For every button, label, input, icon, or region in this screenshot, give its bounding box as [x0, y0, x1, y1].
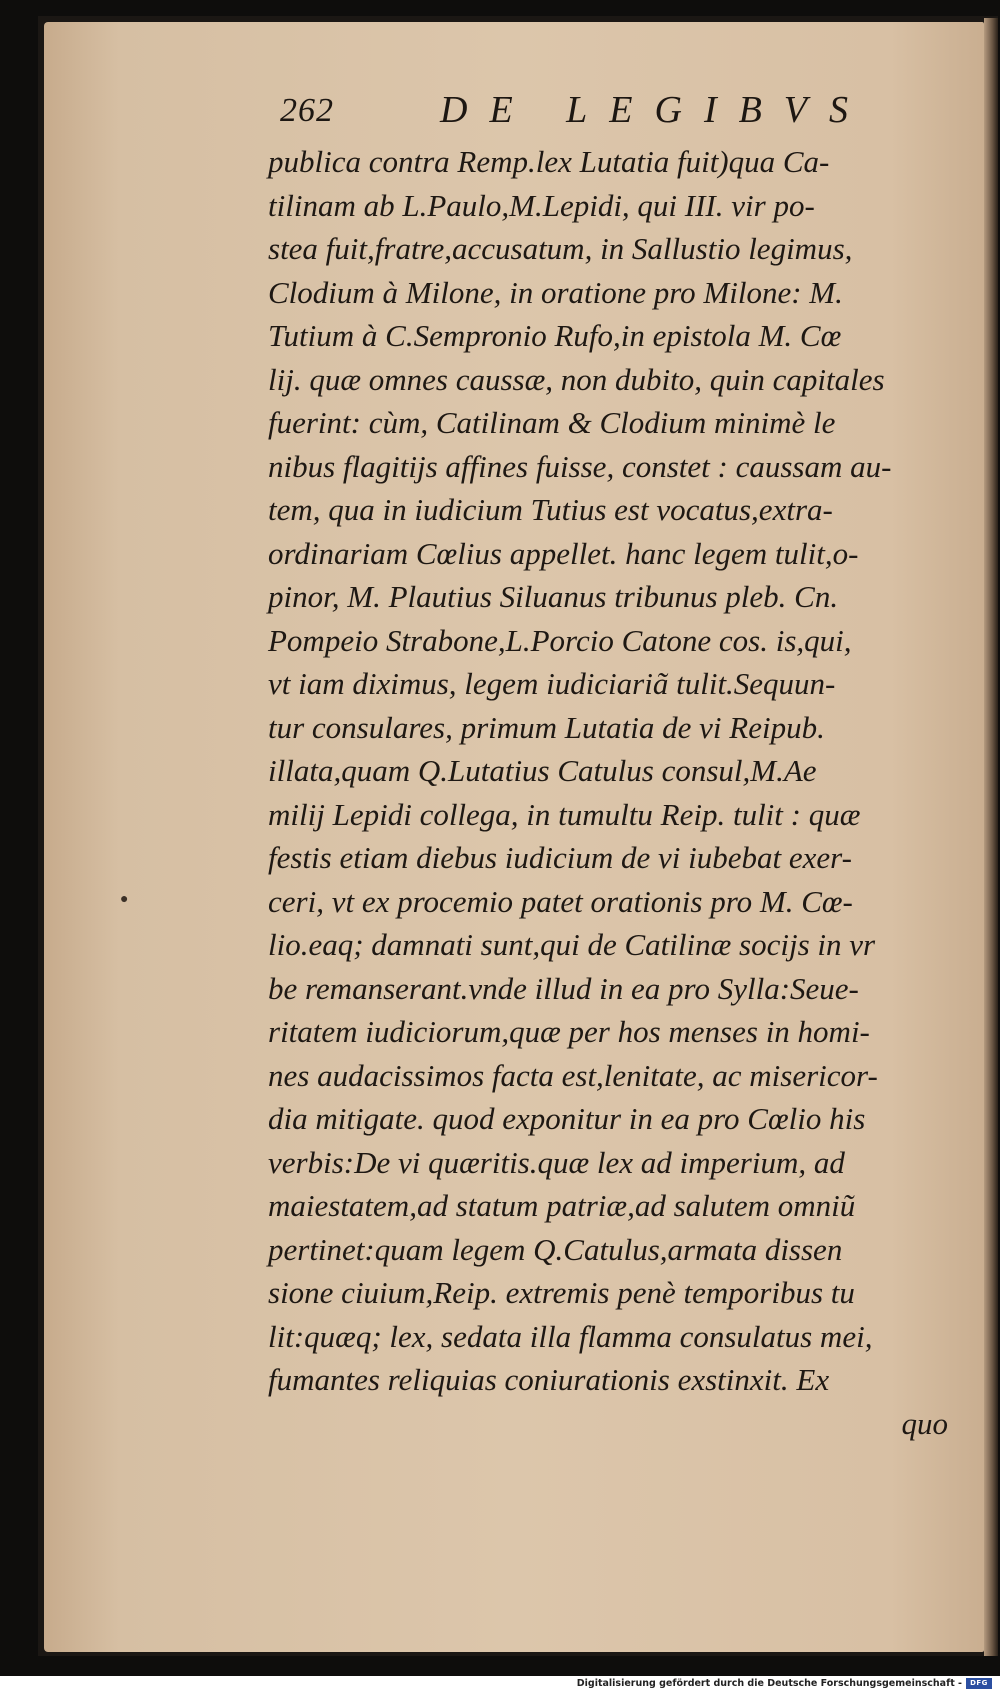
dfg-logo: DFG [966, 1678, 992, 1689]
text-line: stea fuit,fratre,accusatum, in Sallustio legimus, [268, 231, 853, 266]
text-line: Clodium à Milone, in oratione pro Milone: M. [268, 274, 843, 310]
text-line: illata,quam Q.Lutatius Catulus consul,M.Ae [268, 753, 817, 788]
text-line: ritatem iudiciorum,quæ per hos menses in homi- [268, 1014, 870, 1049]
page-number: 262 [280, 92, 334, 129]
page-edge [984, 18, 998, 1656]
text-line: maiestatem,ad statum patriæ,ad salutem omniũ [268, 1188, 856, 1223]
text-line: fuerint: cùm, Catilinam & Clodium minimè le [268, 405, 836, 440]
digitization-footer [0, 1676, 1000, 1691]
text-line: sione ciuium,Reip. extremis penè temporibus tu [268, 1275, 855, 1310]
text-line: ordinariam Cœlius appellet. hanc legem tulit,o- [268, 535, 859, 571]
text-line: pinor, M. Plautius Siluanus tribunus pleb. Cn. [268, 579, 839, 614]
margin-mark: ● [120, 892, 129, 907]
text-line: tilinam ab L.Paulo,M.Lepidi, qui III. vir po- [268, 187, 815, 223]
text-line: lio.eaq; damnati sunt,qui de Catilinæ socijs in vr [268, 927, 876, 962]
running-title: DE LEGIBVS [440, 89, 871, 131]
text-line: tur consulares, primum Lutatia de vi Reipub. [268, 709, 825, 745]
text-line: Pompeio Strabone,L.Porcio Catone cos. is,qui, [268, 622, 852, 658]
text-line: be remanserant.vnde illud in ea pro Sylla:Seue- [268, 970, 859, 1006]
text-line: ceri, vt ex procemio patet orationis pro M. Cœ- [268, 883, 853, 919]
text-line: nes audacissimos facta est,lenitate, ac misericor- [268, 1057, 878, 1093]
footer-credit: Digitalisierung gefördert durch die Deutsche Forschungsgemeinschaft - [576, 1678, 962, 1689]
page-header [280, 88, 880, 138]
text-line: lit:quæq; lex, sedata illa flamma consulatus mei, [268, 1318, 873, 1354]
text-line: Tutium à C.Sempronio Rufo,in epistola M. Cœ [268, 318, 842, 353]
catchword: quo [901, 1405, 948, 1441]
text-line: nibus flagitijs affines fuisse, constet : caussam au- [268, 448, 892, 484]
text-line: pertinet:quam legem Q.Catulus,armata dissen [268, 1231, 843, 1267]
text-line: publica contra Remp.lex Lutatia fuit)qua Ca- [268, 144, 830, 179]
body-text [268, 140, 958, 1445]
text-line: vt iam diximus, legem iudiciariã tulit.Sequun- [268, 666, 836, 701]
text-line: verbis:De vi quæritis.quæ lex ad imperium, ad [268, 1144, 845, 1180]
text-line: tem, qua in iudicium Tutius est vocatus,extra- [268, 492, 833, 527]
text-line: dia mitigate. quod exponitur in ea pro Cœlio his [268, 1101, 866, 1136]
text-line: festis etiam diebus iudicium de vi iubebat exer- [268, 840, 852, 875]
text-line: milij Lepidi collega, in tumultu Reip. tulit : quæ [268, 796, 861, 832]
text-line: lij. quæ omnes caussæ, non dubito, quin capitales [268, 361, 885, 397]
text-line: fumantes reliquias coniurationis exstinxit. Ex [268, 1362, 830, 1397]
